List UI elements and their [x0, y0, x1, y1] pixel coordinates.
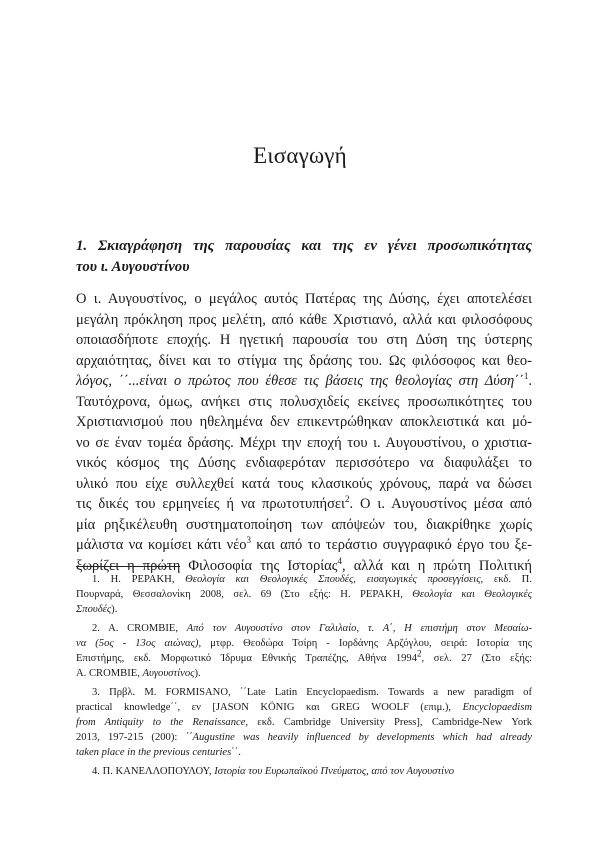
quoted-text: λόγος, ΄΄...είναι ο πρώτος που έθεσε τις βάσεις της θεολογίας στη Δύση΄΄ — [76, 373, 524, 389]
footnote-marker: 1 — [523, 371, 529, 382]
footnote-quote: ΄΄Augustine was heavily influenced by developments which had already — [185, 732, 532, 743]
footnote-separator — [76, 566, 180, 567]
footnote-line — [76, 666, 532, 681]
footnote-2 — [76, 621, 532, 681]
body-text-run: ξωρίζει η πρώτη Φιλοσοφία της Ιστορίας — [76, 557, 338, 574]
footnote-line — [76, 621, 532, 636]
section-heading — [76, 236, 532, 278]
footnote-text: , σελ. 27 (Στο εξής: — [421, 653, 532, 664]
footnote-line — [76, 745, 532, 760]
footnote-text: 1. Η. ΡΕΡΑΚΗ, — [92, 574, 186, 585]
body-line: νικός κόσμος της Δύσης ενδιαφερόταν περισσότερο να διαφυλάξει το — [76, 455, 532, 471]
body-line: υλικό που είχε συλλεχθεί κατά τους κλασικούς χρόνους, παρά να δώσει — [76, 475, 532, 492]
body-line: μεγάλη πρόκληση προς μελέτη, από κάθε Χριστιανό, αλλά και φιλοσόφους — [76, 311, 532, 328]
body-line: αρχαιότητας, δίνει και το στίγμα της δράσης του. Ως φιλόσοφος και θεο- — [76, 352, 532, 369]
footnote-line — [76, 602, 532, 617]
footnote-3 — [76, 685, 532, 760]
body-paragraph — [76, 289, 532, 576]
section-heading-line: 1. Σκιαγράφηση της παρουσίας και της εν γένει προσωπικότητας — [76, 238, 532, 254]
footnote-edition-marker: 2 — [417, 648, 422, 659]
footnote-text: ). — [111, 604, 118, 615]
footnote-marker: 2 — [344, 494, 350, 505]
body-line-with-note: ξωρίζει η πρώτη Φιλοσοφία της Ιστορίας$^4$, αλλά και η πρώτη Πολιτική — [76, 555, 533, 574]
footnote-line — [76, 764, 532, 779]
footnote-title: να (5ος - 13ος αιώνας) — [76, 638, 199, 649]
footnote-title: Από τον Αυγουστίνο στον Γαλιλαίο, τ. Α΄, Η επιστήμη στον Μεσαίω- — [186, 623, 532, 634]
footnote-marker: 4 — [337, 555, 343, 566]
footnote-text: ΄΄. — [231, 747, 241, 758]
footnote-text: A. CROMBIE, — [76, 668, 143, 679]
body-line-with-note: λόγος, ΄΄...είναι ο πρώτος που έθεσε τις βάσεις της θεολογίας στη Δύση΄΄$^1$. — [76, 371, 532, 389]
footnote-text: ). — [194, 668, 201, 679]
footnotes — [76, 572, 532, 783]
body-line: Ο ι. Αυγουστίνος, ο μεγάλος αυτός Πατέρας της Δύσης, έχει αποτελέσει — [76, 291, 532, 307]
footnote-text: 2013, 197-215 (200): — [76, 732, 186, 743]
footnote-line — [76, 700, 532, 715]
body-line: Ταυτόχρονα, όμως, ανήκει στις πολυσχιδείς εκείνες προσωπικότητες του — [76, 393, 532, 410]
body-line: Χριστιανισμού που ηθελημένα δεν επικεντρώθηκαν αποκλειστικά και μό- — [76, 414, 532, 430]
footnote-marker: 3 — [246, 535, 252, 546]
body-line: νο σε έναν τομέα δράσης. Μέχρι την εποχή του ι. Αυγουστίνου, ο χριστια- — [76, 434, 532, 451]
footnote-text: 4. Π. ΚΑΝΕΛΛΟΠΟΥΛΟΥ, — [92, 766, 215, 777]
footnote-text: Πουρναρά, Θεσσαλονίκη 2008, σελ. 69 (Στο εξής: Η. ΡΕΡΑΚΗ, — [76, 589, 413, 600]
body-line: οποιασδήποτε εποχής. Η ηγετική παρουσία του στη Δύση της ύστερης — [76, 332, 532, 348]
footnote-text: practical knowledge΄΄, εν [JASON KÖNIG και GREG WOOLF (επιμ.), — [76, 702, 463, 713]
footnote-title: Σπουδές — [76, 604, 112, 615]
footnote-title: Θεολογία και Θεολογικές Σπουδές, εισαγωγικές προσεγγίσεις — [185, 574, 481, 585]
footnote-line — [76, 715, 532, 730]
footnote-line — [76, 587, 532, 602]
footnote-text: , εκδ. Cambridge University Press], Cambridge-New York — [245, 717, 532, 728]
footnote-1 — [76, 572, 532, 617]
chapter-title: Εισαγωγή — [253, 143, 347, 168]
footnote-quote: taken place in the previous centuries — [76, 747, 232, 758]
body-text-run: μάλιστα να κομίσει κάτι νέο — [76, 537, 247, 553]
body-line: μία ρηξικέλευθη συστηματοποίηση των απόψεών του, διακρίθηκε χωρίς — [76, 516, 532, 533]
footnote-line — [76, 572, 532, 587]
footnote-line: 3. Πρβλ. M. FORMISANO, ΄΄Late Latin Encyclopaedism. Towards a new paradigm of — [92, 687, 532, 698]
footnote-line — [76, 648, 532, 666]
footnote-title: Encyclopaedism — [462, 702, 532, 713]
footnote-title: Θεολογία και Θεολογικές — [412, 589, 532, 600]
body-line-with-note — [76, 535, 532, 556]
footnote-line — [76, 730, 532, 745]
footnote-title: from Antiquity to the Renaissance — [76, 717, 246, 728]
body-line-with-note: τις δικές του ερμηνείες ή να πρωτοτυπήσει$^2$. Ο ι. Αυγουστίνος μέσα από — [76, 494, 532, 512]
footnote-text: , εκδ. Π. — [480, 574, 532, 585]
footnote-4 — [76, 764, 532, 779]
body-text-run: Ο ι. Αυγουστίνος μέσα από — [360, 496, 532, 512]
footnote-text: 2. A. CROMBIE, — [92, 623, 187, 634]
section-heading-line: του ι. Αυγουστίνου — [76, 259, 190, 275]
body-text-run: και από το τεράστιο συγγραφικό έργο του ξε- — [256, 537, 532, 553]
footnote-title: Αυγουστίνος — [142, 668, 195, 679]
body-text-run: τις δικές του ερμηνείες ή να πρωτοτυπήσει — [76, 496, 345, 512]
footnote-title: Ιστορία του Ευρωπαϊκού Πνεύματος, από τον Αυγουστίνο — [214, 766, 455, 777]
footnote-text: , μτφρ. Θεοδώρα Τσίρη - Ιορδάνης Αρζόγλου, σειρά: Ιστορία της — [198, 638, 532, 649]
footnote-text: Επιστήμης, εκδ. Μορφωτικό Ίδρυμα Εθνικής Τραπέζης, Αθήνα 1994 — [76, 653, 418, 664]
body-text-run: αλλά και η πρώτη Πολιτική — [353, 557, 533, 574]
footnote-line — [76, 636, 532, 651]
